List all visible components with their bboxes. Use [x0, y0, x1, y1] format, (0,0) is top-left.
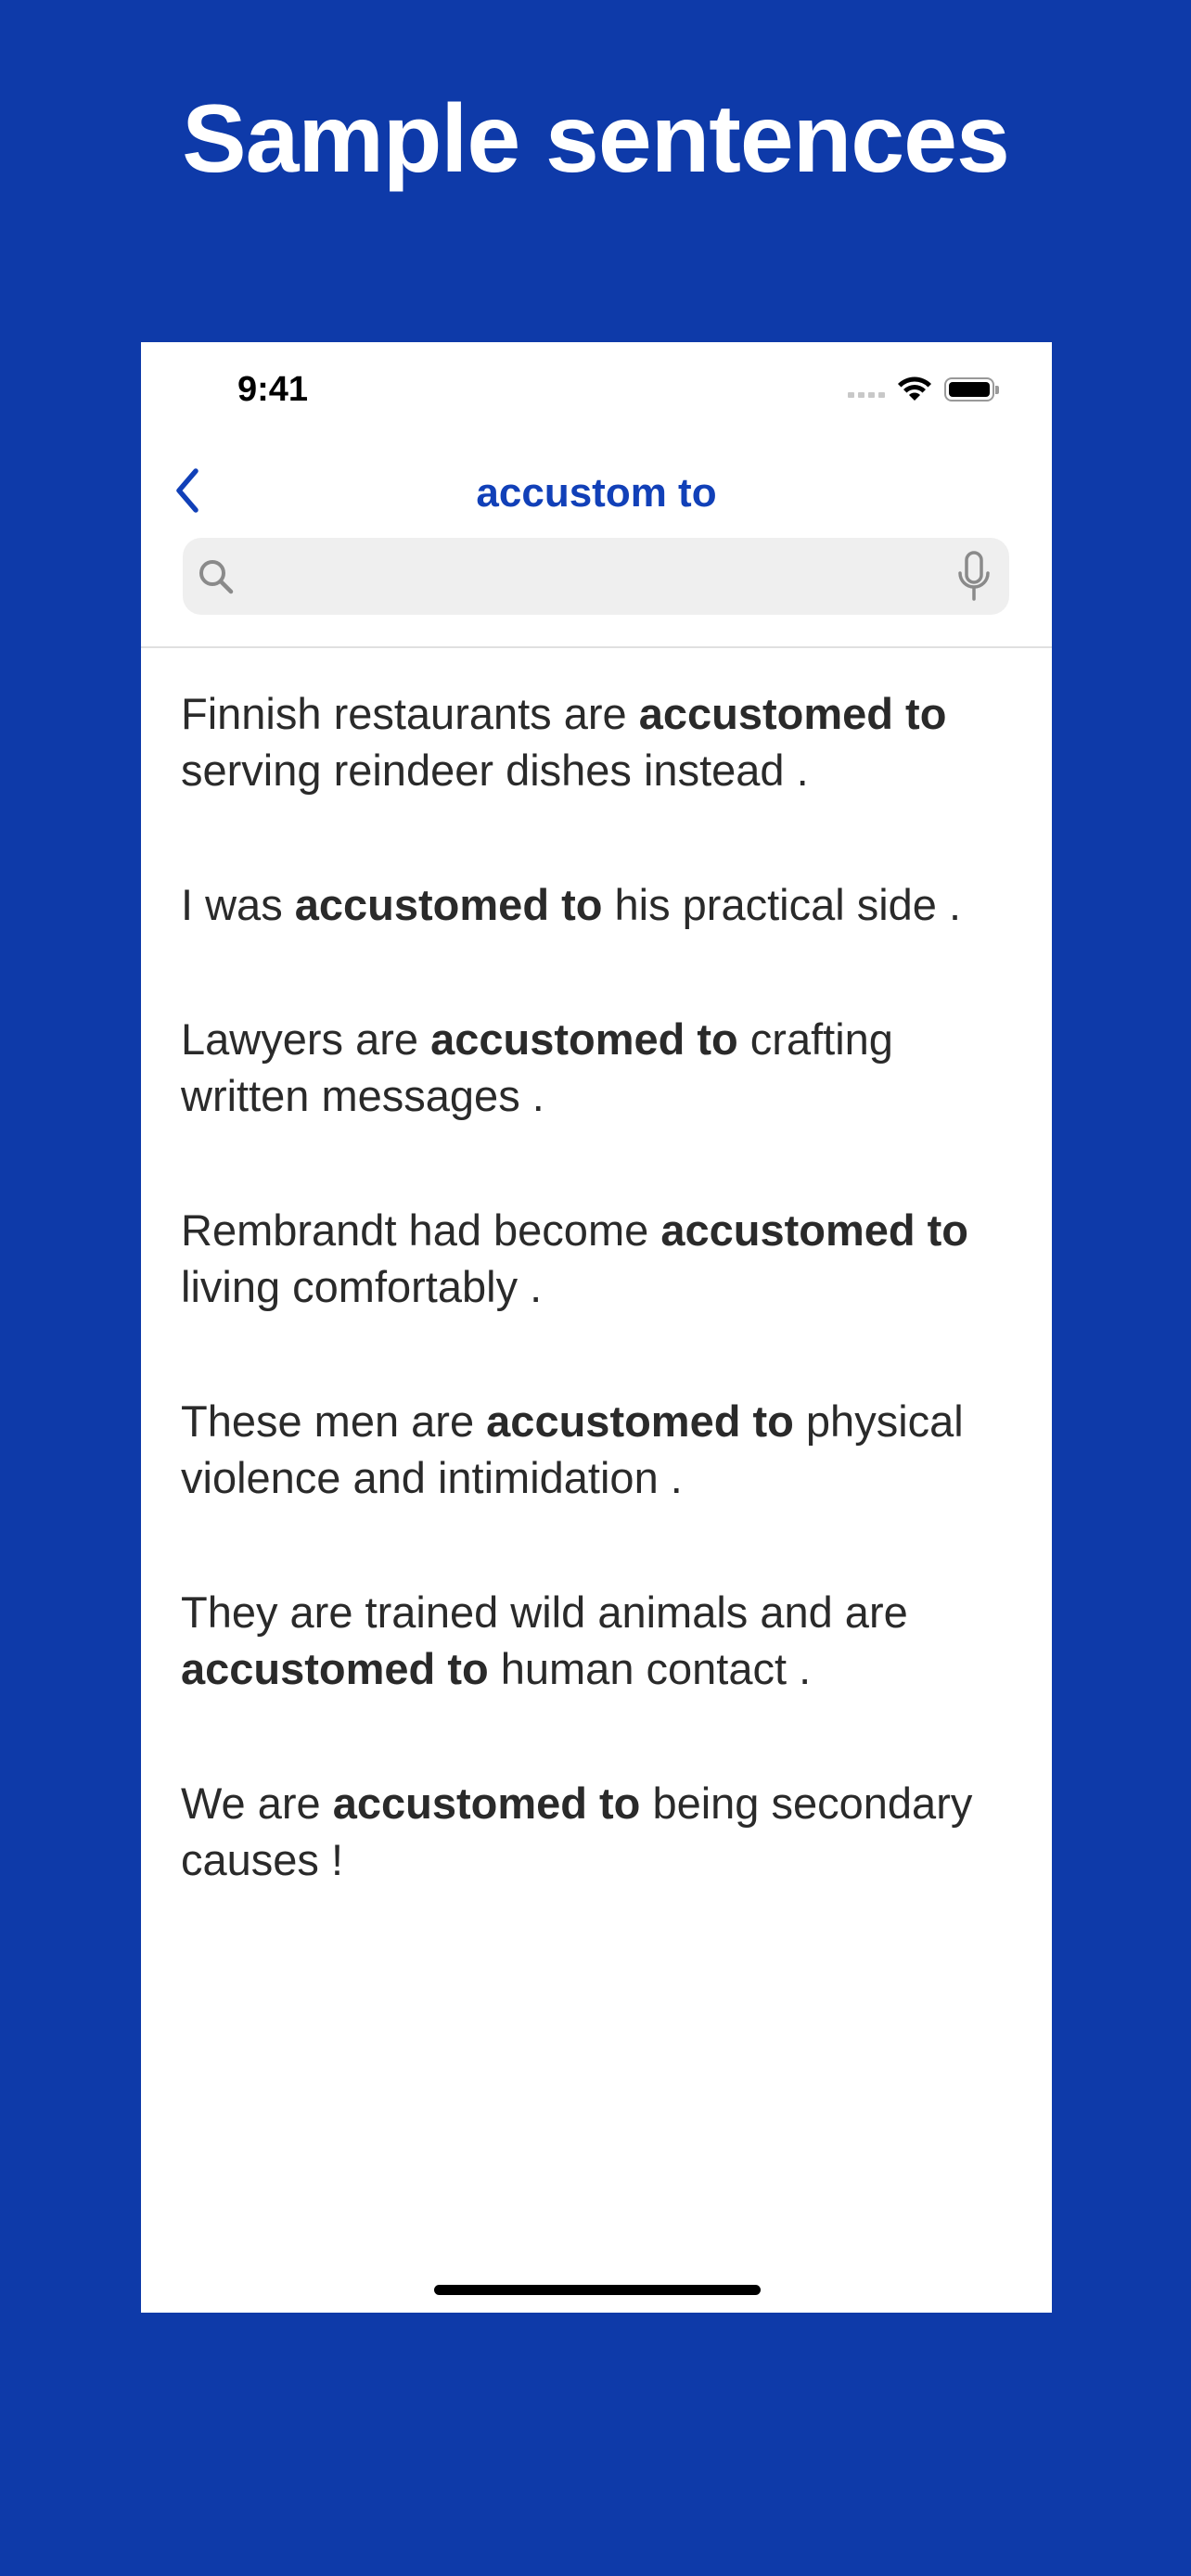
- wifi-icon: [896, 376, 933, 403]
- sentence-item[interactable]: [181, 1011, 1016, 1124]
- search-bar[interactable]: [183, 538, 1009, 615]
- sentence-text: Finnish restaurants are: [181, 689, 639, 738]
- sentence-item[interactable]: [181, 1584, 1016, 1697]
- sentence-text: Rembrandt had become: [181, 1205, 661, 1255]
- search-input[interactable]: [248, 538, 938, 617]
- phone-screen: [141, 342, 1052, 2313]
- sentence-text: I was: [181, 880, 295, 929]
- sentence-highlight: accustomed to: [430, 1014, 738, 1064]
- sentence-item[interactable]: [181, 876, 1016, 933]
- sentence-item[interactable]: [181, 1775, 1016, 1888]
- header-divider: [141, 646, 1052, 648]
- cellular-signal-icon: [848, 392, 885, 398]
- home-indicator[interactable]: [434, 2285, 761, 2295]
- sentence-highlight: accustomed to: [486, 1396, 794, 1446]
- sentence-text: physical violence and intimidation .: [181, 1396, 964, 1502]
- status-time: 9:41: [237, 370, 309, 409]
- promo-headline: Sample sentences: [182, 85, 1009, 193]
- sentence-text: Lawyers are: [181, 1014, 431, 1064]
- microphone-icon[interactable]: [955, 551, 992, 603]
- status-icons: [848, 376, 994, 403]
- sentence-highlight: accustomed to: [332, 1779, 641, 1828]
- sentence-highlight: accustomed to: [181, 1644, 489, 1693]
- sentence-text: living comfortably .: [181, 1262, 543, 1311]
- sentence-text: They are trained wild animals and are: [181, 1588, 908, 1637]
- sentence-highlight: accustomed to: [294, 880, 603, 929]
- sentence-text: We are: [181, 1779, 333, 1828]
- sentence-list: [181, 685, 1016, 1966]
- status-bar: [141, 342, 1052, 444]
- sentence-text: his practical side .: [602, 880, 962, 929]
- sentence-item[interactable]: [181, 1202, 1016, 1315]
- sentence-text: human contact .: [488, 1644, 812, 1693]
- battery-icon: [944, 377, 994, 402]
- navigation-bar: [141, 444, 1052, 537]
- sentence-highlight: accustomed to: [660, 1205, 968, 1255]
- sentence-text: These men are: [181, 1396, 487, 1446]
- nav-title: accustom to: [476, 470, 717, 516]
- sentence-item[interactable]: [181, 1393, 1016, 1506]
- search-icon: [196, 556, 237, 597]
- sentence-text: being secondary causes !: [181, 1779, 973, 1884]
- sentence-item[interactable]: [181, 685, 1016, 798]
- sentence-text: serving reindeer dishes instead .: [181, 746, 809, 795]
- sentence-text: crafting written messages .: [181, 1014, 893, 1120]
- sentence-highlight: accustomed to: [638, 689, 947, 738]
